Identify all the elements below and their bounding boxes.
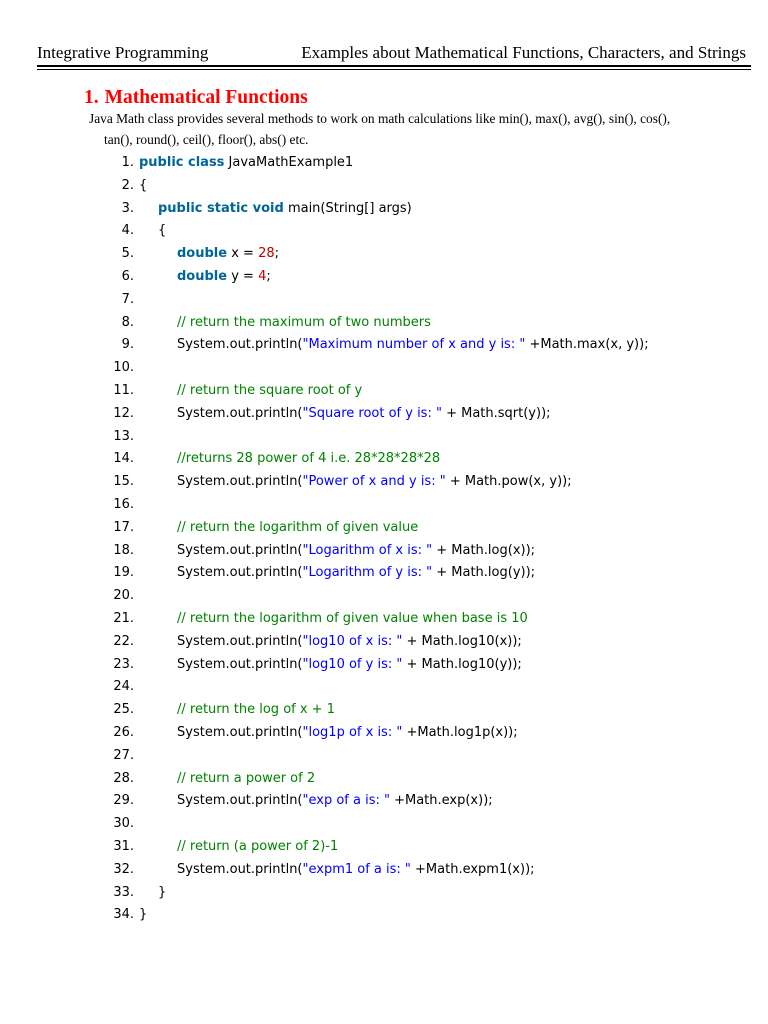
line-number: 31. — [113, 839, 134, 854]
code-token: +Math.log1p(x)); — [402, 725, 518, 740]
code-token: System.out.println( — [177, 633, 303, 649]
code-token: + Math.sqrt(y)); — [441, 405, 551, 421]
line-number: 18. — [113, 542, 134, 558]
code-token: ; — [274, 246, 279, 262]
code-token: "exp of a is: " — [302, 793, 390, 809]
code-text — [139, 175, 147, 198]
code-line — [0, 471, 768, 494]
line-number: 10. — [113, 360, 134, 376]
code-line — [0, 266, 768, 289]
line-number: 4. — [121, 223, 134, 239]
code-token: "Logarithm of y is: " — [302, 565, 433, 581]
line-number: 8. — [121, 314, 134, 330]
line-number: 5. — [121, 246, 134, 262]
header-rule-thick — [37, 65, 751, 67]
section-number: 1. — [84, 87, 99, 108]
line-number: 2. — [121, 177, 134, 193]
line-number: 21. — [113, 611, 134, 626]
line-number: 29. — [113, 793, 134, 809]
code-token: 4 — [258, 269, 267, 284]
line-number: 6. — [121, 269, 134, 284]
code-token: + Math.log10(y)); — [402, 656, 522, 672]
code-line — [0, 882, 768, 905]
code-token: // return (a power of 2)-1 — [177, 839, 339, 854]
code-token: System.out.println( — [177, 474, 303, 490]
line-number: 1. — [121, 155, 134, 170]
code-line — [0, 152, 768, 175]
line-number: 34. — [113, 907, 134, 923]
header-rule-thin — [37, 69, 751, 70]
code-token: "Logarithm of x is: " — [302, 542, 433, 558]
code-line — [0, 608, 768, 631]
code-token: "Maximum number of x and y is: " — [302, 337, 526, 353]
code-token: System.out.println( — [177, 793, 303, 809]
line-number: 33. — [113, 884, 134, 900]
code-line — [0, 403, 768, 426]
code-line — [0, 676, 768, 699]
code-text — [139, 152, 353, 175]
code-token: +Math.expm1(x)); — [410, 861, 535, 877]
code-token: + Math.pow(x, y)); — [445, 474, 572, 490]
code-token: System.out.println( — [177, 565, 303, 581]
code-line — [0, 175, 768, 198]
code-token: "log1p of x is: " — [302, 725, 403, 740]
code-text — [139, 904, 147, 927]
code-token: +Math.max(x, y)); — [525, 337, 649, 353]
code-line — [0, 334, 768, 357]
line-number: 7. — [121, 291, 134, 307]
code-line — [0, 494, 768, 517]
line-number: 14. — [113, 451, 134, 467]
code-text — [177, 471, 572, 494]
code-line — [0, 836, 768, 859]
intro-paragraph: Java Math class provides several methods to work on math calculations like min(), max(), avg(), sin(), cos(), tan(), round(), ceil(), floor(), abs() etc. — [89, 111, 671, 147]
code-line — [0, 243, 768, 266]
code-token: System.out.println( — [177, 656, 303, 672]
code-token: public class — [139, 155, 225, 170]
code-token: 28 — [258, 246, 275, 262]
line-number: 9. — [121, 337, 134, 353]
code-line — [0, 654, 768, 677]
code-line — [0, 312, 768, 335]
code-text — [177, 540, 535, 563]
code-line — [0, 289, 768, 312]
code-token: System.out.println( — [177, 542, 303, 558]
code-token: System.out.println( — [177, 725, 303, 740]
line-number: 15. — [113, 474, 134, 490]
code-token: } — [139, 907, 148, 923]
code-line — [0, 859, 768, 882]
code-line — [0, 904, 768, 927]
code-token: "log10 of y is: " — [302, 656, 403, 672]
code-token: + Math.log(y)); — [432, 565, 536, 581]
code-token: + Math.log10(x)); — [402, 633, 522, 649]
code-token: //returns 28 power of 4 i.e. 28*28*28*28 — [177, 451, 441, 467]
code-token: System.out.println( — [177, 861, 303, 877]
code-token: double — [177, 246, 228, 262]
code-text — [177, 243, 279, 266]
line-number: 17. — [113, 519, 134, 535]
code-token: // return the log of x + 1 — [177, 702, 335, 718]
code-text — [177, 266, 271, 289]
document-title: Examples about Mathematical Functions, Characters, and Strings — [301, 43, 746, 62]
line-number: 3. — [121, 200, 134, 216]
section-heading — [84, 87, 308, 109]
code-text — [177, 631, 522, 654]
code-line — [0, 768, 768, 791]
code-line — [0, 585, 768, 608]
code-token: { — [158, 223, 167, 239]
code-token: // return the logarithm of given value when base is 10 — [177, 611, 528, 626]
code-line — [0, 699, 768, 722]
code-text — [177, 836, 338, 859]
code-token: "log10 of x is: " — [302, 633, 403, 649]
code-token: + Math.log(x)); — [432, 542, 536, 558]
line-number: 20. — [113, 588, 134, 604]
code-text — [177, 722, 518, 745]
code-line — [0, 198, 768, 221]
code-token: } — [158, 884, 167, 900]
code-token: public static void — [158, 200, 284, 216]
code-text — [158, 198, 412, 221]
code-token: JavaMathExample1 — [224, 155, 354, 170]
line-number: 11. — [113, 383, 134, 398]
code-line — [0, 380, 768, 403]
code-text — [177, 608, 528, 631]
code-line — [0, 357, 768, 380]
code-token: System.out.println( — [177, 405, 303, 421]
section-title: Mathematical Functions — [104, 87, 308, 108]
code-text — [177, 517, 418, 540]
code-text — [177, 654, 522, 677]
code-token: "Power of x and y is: " — [302, 474, 446, 490]
code-line — [0, 722, 768, 745]
code-token: // return the maximum of two numbers — [177, 314, 431, 330]
code-text — [158, 882, 166, 905]
code-line — [0, 790, 768, 813]
line-number: 12. — [113, 405, 134, 421]
code-text — [177, 312, 431, 335]
code-text — [177, 859, 535, 882]
code-token: // return the square root of y — [177, 383, 363, 398]
code-token: "Square root of y is: " — [302, 405, 442, 421]
code-text — [158, 220, 166, 243]
code-token: y = — [227, 269, 259, 284]
code-token: "expm1 of a is: " — [302, 861, 411, 877]
line-number: 25. — [113, 702, 134, 718]
code-text — [177, 380, 362, 403]
code-line — [0, 220, 768, 243]
line-number: 28. — [113, 770, 134, 786]
code-line — [0, 813, 768, 836]
code-token: { — [139, 177, 148, 193]
code-token: +Math.exp(x)); — [389, 793, 493, 809]
line-number: 22. — [113, 633, 134, 649]
line-number: 24. — [113, 679, 134, 695]
page-header — [37, 42, 749, 66]
code-line — [0, 517, 768, 540]
line-number: 23. — [113, 656, 134, 672]
line-number: 13. — [113, 428, 134, 444]
line-number: 27. — [113, 747, 134, 763]
code-text — [177, 699, 335, 722]
line-number: 16. — [113, 497, 134, 512]
code-token: double — [177, 269, 228, 284]
code-token: main(String[] args) — [283, 200, 412, 216]
code-text — [177, 403, 551, 426]
code-line — [0, 631, 768, 654]
line-number: 19. — [113, 565, 134, 581]
line-number: 32. — [113, 861, 134, 877]
course-title: Integrative Programming — [37, 43, 209, 62]
code-token: ; — [266, 269, 271, 284]
code-text — [177, 562, 535, 585]
code-token: // return the logarithm of given value — [177, 519, 419, 535]
code-text — [177, 790, 493, 813]
code-line — [0, 448, 768, 471]
code-token: x = — [227, 246, 259, 262]
code-text — [177, 768, 315, 791]
code-token: // return a power of 2 — [177, 770, 316, 786]
code-text — [177, 334, 649, 357]
code-text — [177, 448, 440, 471]
code-line — [0, 745, 768, 768]
code-line — [0, 562, 768, 585]
code-line — [0, 426, 768, 449]
line-number: 26. — [113, 725, 134, 740]
line-number: 30. — [113, 816, 134, 832]
code-line — [0, 540, 768, 563]
code-token: System.out.println( — [177, 337, 303, 353]
